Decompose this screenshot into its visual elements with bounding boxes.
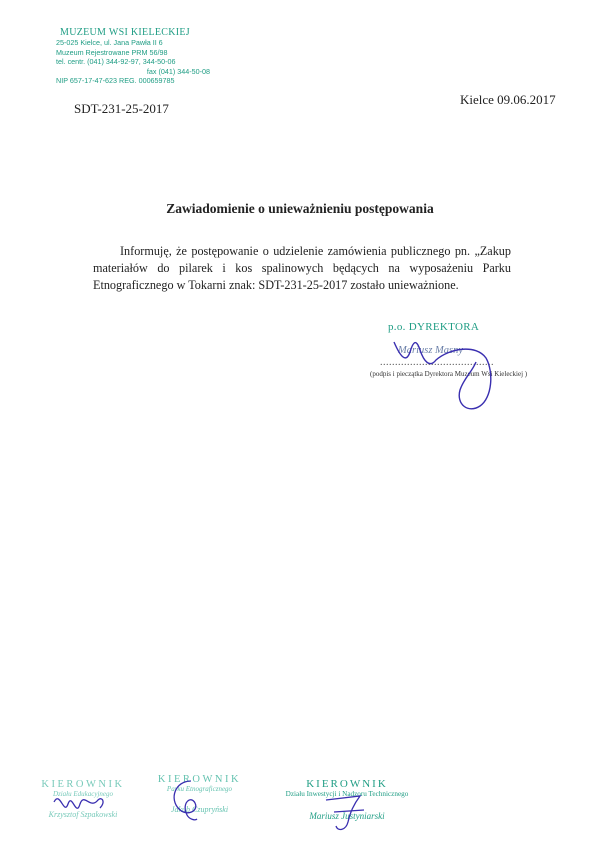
stamp-title: MUZEUM WSI KIELECKIEJ — [60, 27, 190, 38]
stamp-subtitle: Działu Edukacyjnego — [52, 790, 114, 798]
director-name-stamp: Mariusz Masny — [398, 345, 464, 356]
stamp-name: Jakub Czupryński — [170, 805, 229, 814]
museum-stamp — [56, 27, 216, 86]
stamp-nip: NIP 657-17-47-623 REG. 000659785 — [56, 76, 175, 86]
body-paragraph: Informuję, że postępowanie o udzielenie zamówienia publicznego pn. „Zakup materiałów do pilarek i kos spalinowych będących na wyposażeniu Parku Etnograficznego w Tokarni znak: SDT-231-25-2017 zostało unieważnione. — [93, 244, 511, 292]
stamp-fax: fax (041) 344-50-08 — [146, 66, 210, 76]
signature-caption: (podpis i pieczątka Dyrektora Muzeum Wsi Kieleckiej ) — [370, 370, 528, 378]
stamp-subtitle: Parku Etnograficznego — [166, 785, 233, 793]
education-head-signature — [50, 782, 110, 822]
stamp-heading: KIEROWNIK — [157, 774, 242, 785]
stamp-address: 25-025 Kielce, ul. Jana Pawła II 6 — [56, 38, 163, 47]
director-signature — [380, 320, 500, 415]
document-body — [93, 243, 511, 294]
document-number: SDT-231-25-2017 — [74, 101, 169, 116]
stamp-name: Krzysztof Szpakowski — [48, 810, 118, 819]
document-title: Zawiadomienie o unieważnieniu postępowania — [166, 201, 434, 216]
park-head-signature — [165, 775, 205, 825]
stamp-name: Mariusz Justyniarski — [309, 811, 385, 821]
stamp-heading: KIEROWNIK — [306, 778, 388, 790]
stamp-registry: Muzeum Rejestrowane PRM 56/98 — [56, 47, 168, 57]
stamp-subtitle: Działu Inwestycji i Nadzoru Technicznego — [285, 790, 409, 798]
director-role-stamp: p.o. DYREKTORA — [388, 321, 480, 333]
stamp-phone: tel. centr. (041) 344-92-97, 344-50-06 — [56, 57, 176, 67]
investment-head-signature — [320, 790, 380, 835]
signature-line: ...................................... — [380, 357, 494, 368]
place-date: Kielce 09.06.2017 — [460, 92, 556, 107]
stamp-heading: KIEROWNIK — [41, 779, 125, 790]
